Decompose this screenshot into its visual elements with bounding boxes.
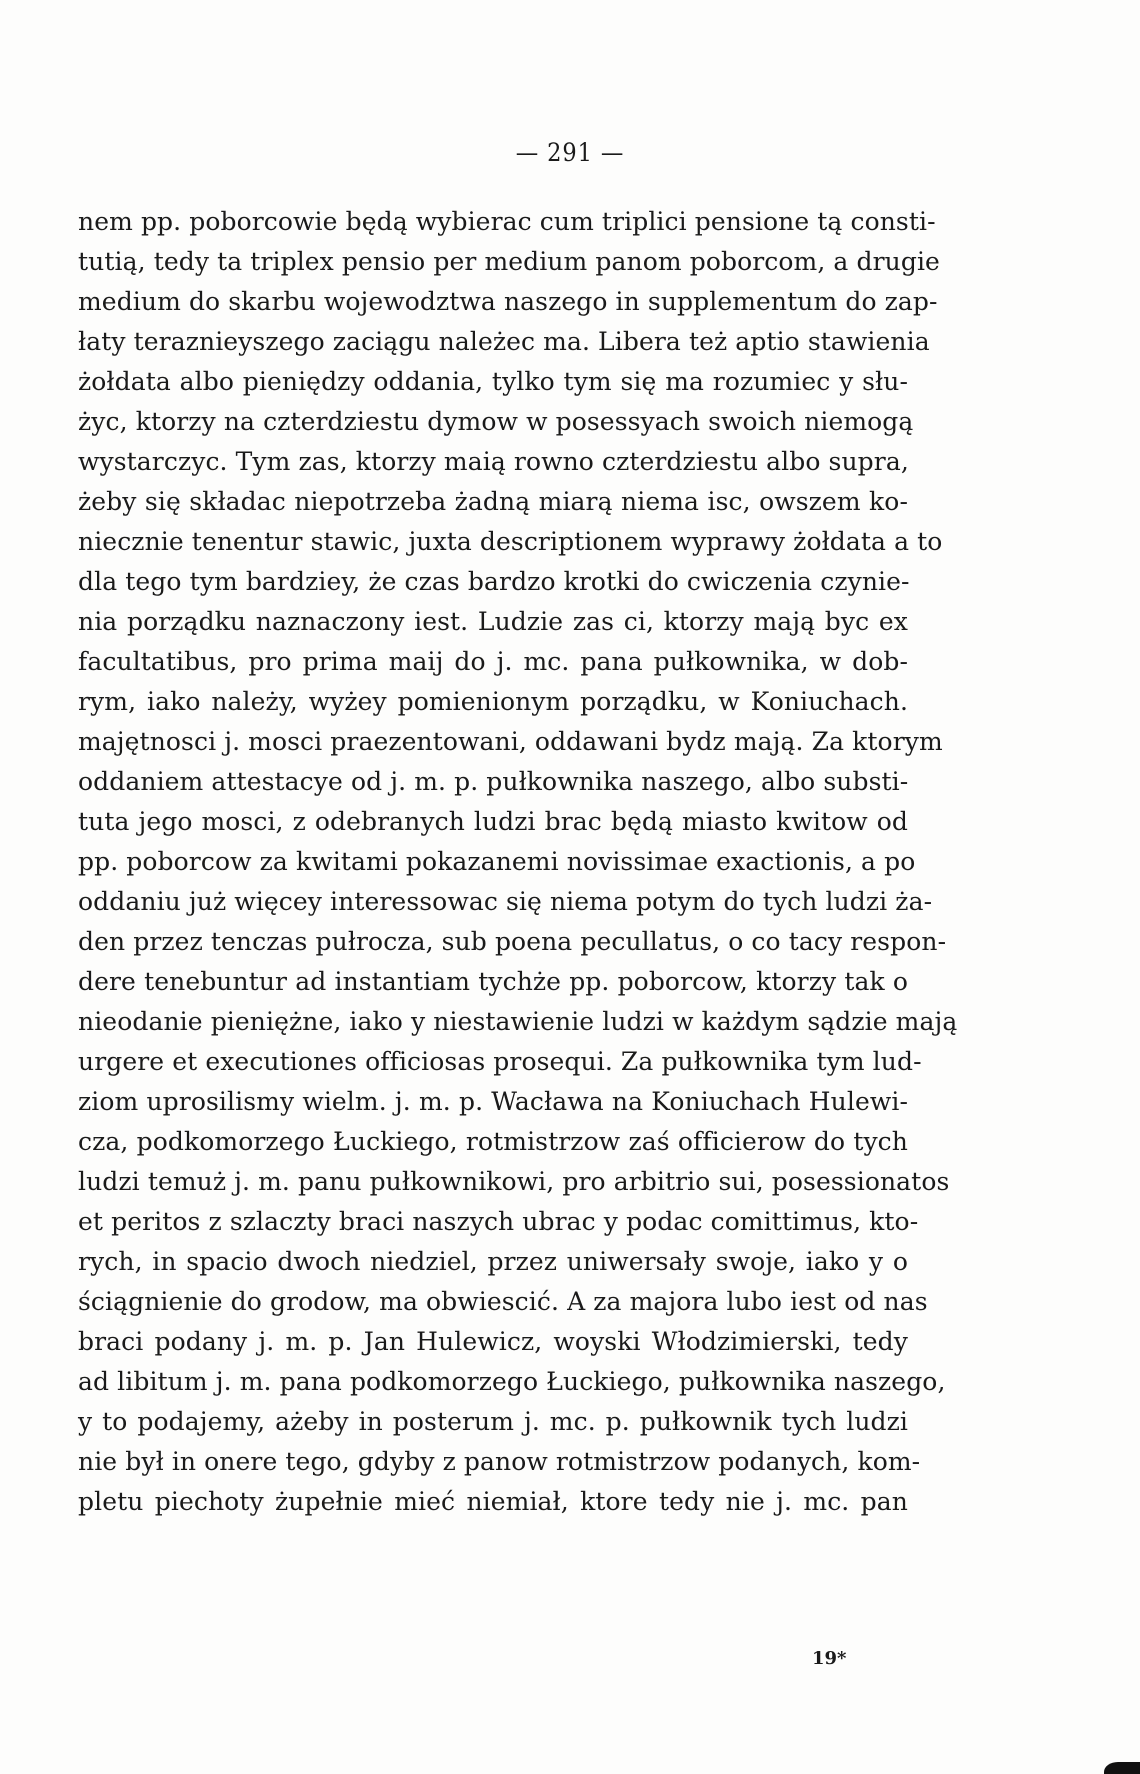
text-line: życ, ktorzy na czterdziestu dymow w posessyach swoich niemogą bbox=[78, 407, 914, 436]
text-line: pp. poborcow za kwitami pokazanemi novissimae exactionis, a po bbox=[78, 847, 916, 876]
text-line: medium do skarbu wojewodztwa naszego in supplementum do zap- bbox=[78, 287, 938, 316]
text-line: ludzi temuż j. m. panu pułkownikowi, pro arbitrio sui, posessionatos bbox=[78, 1167, 950, 1196]
text-line: nie był in onere tego, gdyby z panow rotmistrzow podanych, kom- bbox=[78, 1447, 921, 1476]
text-line: nia porządku naznaczony iest. Ludzie zas ci, ktorzy mają byc ex bbox=[78, 607, 908, 636]
text-line: y to podajemy, ażeby in posterum j. mc. p. pułkownik tych ludzi bbox=[78, 1407, 908, 1436]
text-line: pletu piechoty żupełnie mieć niemiał, ktore tedy nie j. mc. pan bbox=[78, 1487, 908, 1516]
text-line: żeby się składac niepotrzeba żadną miarą niema isc, owszem ko- bbox=[78, 487, 908, 516]
text-line: tuta jego mosci, z odebranych ludzi brac będą miasto kwitow od bbox=[78, 807, 908, 836]
text-line: ściągnienie do grodow, ma obwiescić. A za majora lubo iest od nas bbox=[78, 1287, 928, 1316]
text-line: dla tego tym bardziey, że czas bardzo krotki do cwiczenia czynie- bbox=[78, 567, 910, 596]
text-line: den przez tenczas pułrocza, sub poena pecullatus, o co tacy respon- bbox=[78, 927, 947, 956]
text-line: niecznie tenentur stawic, juxta descriptionem wyprawy żołdata a to bbox=[78, 527, 943, 556]
text-line: tutią, tedy ta triplex pensio per medium panom poborcom, a drugie bbox=[78, 247, 940, 276]
text-line: ad libitum j. m. pana podkomorzego Łuckiego, pułkownika naszego, bbox=[78, 1367, 946, 1396]
text-line: łaty teraznieyszego zaciągu należec ma. Libera też aptio stawienia bbox=[78, 327, 930, 356]
text-line: nem pp. poborcowie będą wybierac cum triplici pensione tą consti- bbox=[78, 207, 936, 236]
body-text bbox=[78, 202, 958, 1522]
text-line: wystarczyc. Tym zas, ktorzy maią rowno czterdziestu albo supra, bbox=[78, 447, 909, 476]
text-line: urgere et executiones officiosas prosequi. Za pułkownika tym lud- bbox=[78, 1047, 922, 1076]
text-line: cza, podkomorzego Łuckiego, rotmistrzow zaś officierow do tych bbox=[78, 1127, 908, 1156]
text-line: rych, in spacio dwoch niedziel, przez uniwersały swoje, iako y o bbox=[78, 1247, 908, 1276]
text-line: żołdata albo pieniędzy oddania, tylko tym się ma rozumiec y słu- bbox=[78, 367, 908, 396]
text-line: nieodanie pieniężne, iako y niestawienie ludzi w każdym sądzie mają bbox=[78, 1007, 958, 1036]
text-line: rym, iako należy, wyżey pomienionym porządku, w Koniuchach. bbox=[78, 687, 908, 716]
text-line: braci podany j. m. p. Jan Hulewicz, woyski Włodzimierski, tedy bbox=[78, 1327, 908, 1356]
page-number: — 291 — bbox=[515, 138, 625, 167]
text-line: oddaniem attestacye od j. m. p. pułkownika naszego, albo substi- bbox=[78, 767, 909, 796]
scan-edge-mark bbox=[1104, 1762, 1140, 1774]
text-line: et peritos z szlaczty braci naszych ubrac y podac comittimus, kto- bbox=[78, 1207, 919, 1236]
printer-signature-mark: 19* bbox=[812, 1648, 847, 1669]
text-line: dere tenebuntur ad instantiam tychże pp. poborcow, ktorzy tak o bbox=[78, 967, 908, 996]
text-line: facultatibus, pro prima maij do j. mc. pana pułkownika, w dob- bbox=[78, 647, 908, 676]
text-line: ziom uprosilismy wielm. j. m. p. Wacława na Koniuchach Hulewi- bbox=[78, 1087, 908, 1116]
text-line: oddaniu już więcey interessowac się niema potym do tych ludzi ża- bbox=[78, 887, 933, 916]
text-line: majętnosci j. mosci praezentowani, oddawani bydz mają. Za ktorym bbox=[78, 727, 943, 756]
